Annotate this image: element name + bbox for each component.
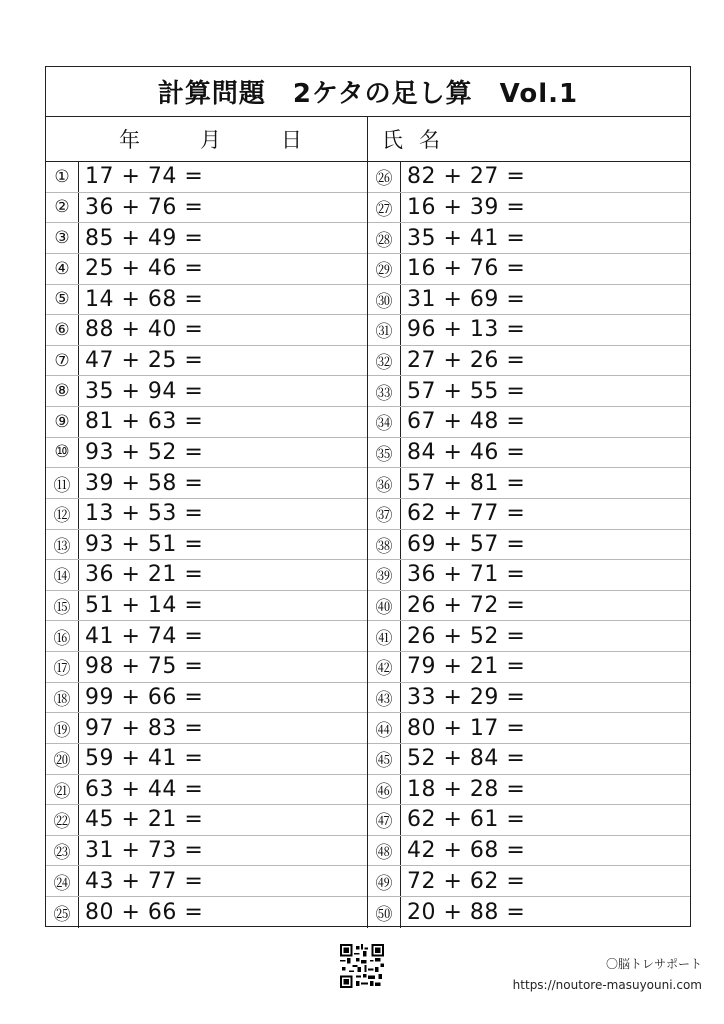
problem-number: ㉒ bbox=[46, 805, 79, 835]
problem-row bbox=[46, 621, 367, 652]
problem-row bbox=[368, 775, 690, 806]
problem-number: ⑫ bbox=[46, 499, 79, 529]
problem-number: ㉝ bbox=[368, 376, 401, 406]
problem-expression: 16 + 76 = bbox=[407, 256, 526, 282]
problem-number: ⑥ bbox=[46, 315, 79, 345]
problem-expression: 99 + 66 = bbox=[85, 684, 204, 710]
problem-expression: 36 + 21 = bbox=[85, 562, 204, 588]
problem-number: ㊲ bbox=[368, 499, 401, 529]
qr-code-icon bbox=[340, 944, 384, 988]
problem-number: ⑳ bbox=[46, 744, 79, 774]
problem-row bbox=[46, 407, 367, 438]
problem-expression: 59 + 41 = bbox=[85, 746, 204, 772]
problem-expression: 31 + 69 = bbox=[407, 286, 526, 312]
problem-row bbox=[368, 223, 690, 254]
problem-number: ㉑ bbox=[46, 775, 79, 805]
problem-row bbox=[46, 836, 367, 867]
problem-row bbox=[46, 744, 367, 775]
problem-row bbox=[368, 315, 690, 346]
problem-number: ⑪ bbox=[46, 468, 79, 498]
problem-expression: 82 + 27 = bbox=[407, 164, 526, 190]
problem-expression: 27 + 26 = bbox=[407, 348, 526, 374]
problem-expression: 93 + 51 = bbox=[85, 531, 204, 557]
problem-number: ㉖ bbox=[368, 162, 401, 192]
problem-row bbox=[46, 897, 367, 928]
problem-expression: 18 + 28 = bbox=[407, 776, 526, 802]
year-label: 年 bbox=[119, 128, 140, 152]
problem-row bbox=[46, 683, 367, 714]
problem-expression: 39 + 58 = bbox=[85, 470, 204, 496]
problem-row bbox=[46, 376, 367, 407]
problem-row bbox=[368, 744, 690, 775]
problem-expression: 51 + 14 = bbox=[85, 593, 204, 619]
problem-row bbox=[46, 223, 367, 254]
problem-number: ㊷ bbox=[368, 652, 401, 682]
problem-row bbox=[46, 315, 367, 346]
problem-number: ㉜ bbox=[368, 346, 401, 376]
problem-expression: 31 + 73 = bbox=[85, 838, 204, 864]
footer-url[interactable]: https://noutore-masuyouni.com bbox=[512, 978, 702, 992]
problem-row bbox=[368, 591, 690, 622]
problems-column-left bbox=[46, 162, 368, 928]
problem-expression: 79 + 21 = bbox=[407, 654, 526, 680]
problem-expression: 45 + 21 = bbox=[85, 807, 204, 833]
problem-row bbox=[46, 560, 367, 591]
problem-row bbox=[368, 530, 690, 561]
problem-row bbox=[46, 713, 367, 744]
problem-expression: 41 + 74 = bbox=[85, 623, 204, 649]
name-label-1: 氏 bbox=[382, 128, 403, 152]
title-row bbox=[46, 67, 690, 117]
problem-expression: 62 + 77 = bbox=[407, 501, 526, 527]
problem-number: ㊶ bbox=[368, 621, 401, 651]
problem-number: ⑤ bbox=[46, 285, 79, 315]
problem-expression: 62 + 61 = bbox=[407, 807, 526, 833]
problem-expression: 97 + 83 = bbox=[85, 715, 204, 741]
problem-row bbox=[368, 560, 690, 591]
worksheet-title: 計算問題 2ケタの足し算 Vol.1 bbox=[157, 79, 579, 109]
worksheet bbox=[45, 66, 691, 927]
problem-number: ㉔ bbox=[46, 866, 79, 896]
problem-number: ㊳ bbox=[368, 530, 401, 560]
problem-expression: 26 + 72 = bbox=[407, 593, 526, 619]
problem-row bbox=[368, 836, 690, 867]
problem-row bbox=[368, 805, 690, 836]
problem-row bbox=[368, 713, 690, 744]
problem-row bbox=[368, 438, 690, 469]
problem-row bbox=[46, 162, 367, 193]
problem-expression: 84 + 46 = bbox=[407, 439, 526, 465]
problem-expression: 80 + 17 = bbox=[407, 715, 526, 741]
problem-expression: 52 + 84 = bbox=[407, 746, 526, 772]
problem-expression: 72 + 62 = bbox=[407, 868, 526, 894]
problem-number: ⑩ bbox=[46, 438, 79, 468]
problem-row bbox=[46, 346, 367, 377]
name-field bbox=[368, 117, 690, 161]
problem-number: ㊽ bbox=[368, 836, 401, 866]
problem-expression: 69 + 57 = bbox=[407, 531, 526, 557]
problems-column-right bbox=[368, 162, 690, 928]
problem-row bbox=[368, 346, 690, 377]
day-label: 日 bbox=[281, 128, 302, 152]
problem-number: ⑲ bbox=[46, 713, 79, 743]
problem-number: ㉟ bbox=[368, 438, 401, 468]
problem-number: ㉕ bbox=[46, 897, 79, 928]
problem-number: ㊿ bbox=[368, 897, 401, 928]
problem-number: ⑬ bbox=[46, 530, 79, 560]
problem-number: ⑯ bbox=[46, 621, 79, 651]
problem-expression: 16 + 39 = bbox=[407, 194, 526, 220]
problem-row bbox=[46, 193, 367, 224]
problem-row bbox=[46, 775, 367, 806]
problem-expression: 88 + 40 = bbox=[85, 317, 204, 343]
problem-expression: 57 + 55 = bbox=[407, 378, 526, 404]
info-row bbox=[46, 117, 690, 162]
problem-number: ③ bbox=[46, 223, 79, 253]
problem-row bbox=[46, 438, 367, 469]
problems-grid bbox=[46, 162, 690, 928]
problem-row bbox=[46, 468, 367, 499]
problem-row bbox=[46, 866, 367, 897]
problem-number: ㊸ bbox=[368, 683, 401, 713]
problem-number: ㉓ bbox=[46, 836, 79, 866]
problem-row bbox=[368, 866, 690, 897]
problem-row bbox=[368, 193, 690, 224]
problem-number: ⑨ bbox=[46, 407, 79, 437]
problem-expression: 80 + 66 = bbox=[85, 899, 204, 925]
problem-row bbox=[368, 621, 690, 652]
problem-row bbox=[368, 162, 690, 193]
problem-row bbox=[46, 530, 367, 561]
problem-number: ㊻ bbox=[368, 775, 401, 805]
problem-number: ⑧ bbox=[46, 376, 79, 406]
problem-expression: 36 + 71 = bbox=[407, 562, 526, 588]
problem-row bbox=[46, 652, 367, 683]
problem-row bbox=[46, 591, 367, 622]
problem-number: ㊱ bbox=[368, 468, 401, 498]
problem-number: ㉚ bbox=[368, 285, 401, 315]
problem-row bbox=[46, 805, 367, 836]
problem-expression: 96 + 13 = bbox=[407, 317, 526, 343]
problem-number: ㊹ bbox=[368, 713, 401, 743]
problem-number: ㊴ bbox=[368, 560, 401, 590]
problem-row bbox=[368, 285, 690, 316]
problem-number: ⑦ bbox=[46, 346, 79, 376]
problem-row bbox=[368, 897, 690, 928]
problem-expression: 33 + 29 = bbox=[407, 684, 526, 710]
problem-row bbox=[46, 499, 367, 530]
problem-row bbox=[368, 652, 690, 683]
problem-number: ① bbox=[46, 162, 79, 192]
problem-number: ㊾ bbox=[368, 866, 401, 896]
problem-number: ⑱ bbox=[46, 683, 79, 713]
problem-expression: 67 + 48 = bbox=[407, 409, 526, 435]
problem-number: ② bbox=[46, 193, 79, 223]
problem-expression: 35 + 94 = bbox=[85, 378, 204, 404]
date-field bbox=[46, 117, 368, 161]
problem-expression: 63 + 44 = bbox=[85, 776, 204, 802]
problem-row bbox=[368, 254, 690, 285]
problem-expression: 81 + 63 = bbox=[85, 409, 204, 435]
problem-number: ㊼ bbox=[368, 805, 401, 835]
problem-number: ㉘ bbox=[368, 223, 401, 253]
problem-expression: 42 + 68 = bbox=[407, 838, 526, 864]
problem-row bbox=[46, 254, 367, 285]
problem-number: ㉛ bbox=[368, 315, 401, 345]
problem-row bbox=[368, 499, 690, 530]
footer-brand: 〇脳トレサポート bbox=[605, 957, 702, 971]
problem-row bbox=[368, 683, 690, 714]
problem-expression: 26 + 52 = bbox=[407, 623, 526, 649]
month-label: 月 bbox=[200, 128, 221, 152]
problem-expression: 47 + 25 = bbox=[85, 348, 204, 374]
problem-expression: 36 + 76 = bbox=[85, 194, 204, 220]
problem-number: ⑮ bbox=[46, 591, 79, 621]
problem-expression: 43 + 77 = bbox=[85, 868, 204, 894]
problem-expression: 57 + 81 = bbox=[407, 470, 526, 496]
problem-expression: 85 + 49 = bbox=[85, 225, 204, 251]
problem-expression: 20 + 88 = bbox=[407, 899, 526, 925]
problem-number: ⑭ bbox=[46, 560, 79, 590]
problem-number: ㊺ bbox=[368, 744, 401, 774]
problem-number: ㉗ bbox=[368, 193, 401, 223]
problem-row bbox=[368, 468, 690, 499]
problem-number: ④ bbox=[46, 254, 79, 284]
problem-row bbox=[368, 376, 690, 407]
problem-number: ㊵ bbox=[368, 591, 401, 621]
problem-number: ⑰ bbox=[46, 652, 79, 682]
name-label-2: 名 bbox=[419, 128, 440, 152]
problem-expression: 35 + 41 = bbox=[407, 225, 526, 251]
problem-number: ㉙ bbox=[368, 254, 401, 284]
problem-expression: 17 + 74 = bbox=[85, 164, 204, 190]
problem-expression: 93 + 52 = bbox=[85, 439, 204, 465]
problem-expression: 13 + 53 = bbox=[85, 501, 204, 527]
problem-number: ㉞ bbox=[368, 407, 401, 437]
problem-expression: 98 + 75 = bbox=[85, 654, 204, 680]
problem-row bbox=[46, 285, 367, 316]
problem-expression: 25 + 46 = bbox=[85, 256, 204, 282]
problem-expression: 14 + 68 = bbox=[85, 286, 204, 312]
problem-row bbox=[368, 407, 690, 438]
